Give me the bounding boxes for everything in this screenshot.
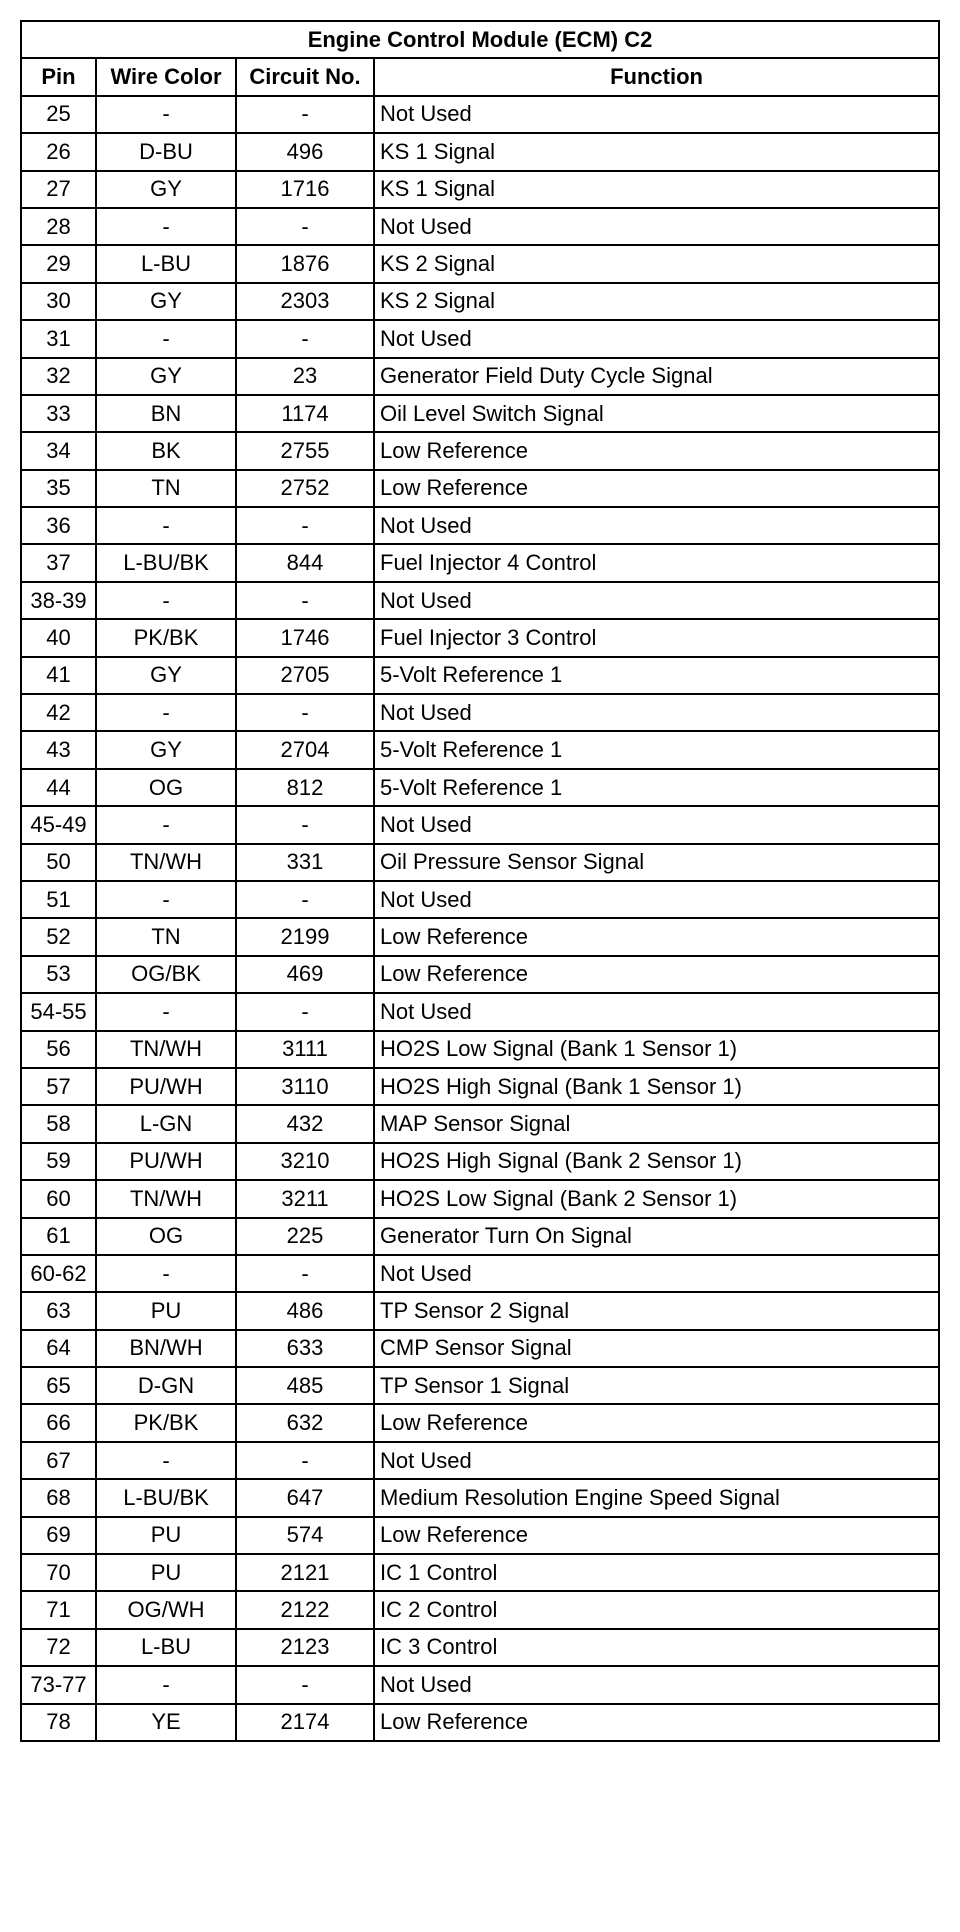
table-row (21, 1404, 939, 1441)
table-row (21, 320, 939, 357)
pin-cell: 28 (21, 208, 96, 245)
table-row (21, 208, 939, 245)
circuit-no-cell: - (236, 881, 374, 918)
circuit-no-cell: 3110 (236, 1068, 374, 1105)
wire-color-cell: BN (96, 395, 236, 432)
header-pin: Pin (21, 58, 96, 95)
pin-cell: 68 (21, 1479, 96, 1516)
circuit-no-cell: 2704 (236, 731, 374, 768)
circuit-no-cell: 2174 (236, 1704, 374, 1741)
wire-color-cell: L-GN (96, 1105, 236, 1142)
function-cell: 5-Volt Reference 1 (374, 769, 939, 806)
pin-cell: 54-55 (21, 993, 96, 1030)
wire-color-cell: GY (96, 283, 236, 320)
circuit-no-cell: 2752 (236, 470, 374, 507)
table-row (21, 1031, 939, 1068)
circuit-no-cell: - (236, 993, 374, 1030)
pin-cell: 25 (21, 96, 96, 133)
circuit-no-cell: - (236, 1255, 374, 1292)
circuit-no-cell: - (236, 507, 374, 544)
table-row (21, 1554, 939, 1591)
function-cell: Not Used (374, 694, 939, 731)
ecm-connector-table-container (20, 20, 938, 1742)
wire-color-cell: PU/WH (96, 1143, 236, 1180)
pin-cell: 61 (21, 1218, 96, 1255)
pin-cell: 50 (21, 844, 96, 881)
circuit-no-cell: 1746 (236, 619, 374, 656)
function-cell: HO2S High Signal (Bank 1 Sensor 1) (374, 1068, 939, 1105)
pin-cell: 45-49 (21, 806, 96, 843)
circuit-no-cell: 469 (236, 956, 374, 993)
function-cell: Not Used (374, 507, 939, 544)
pin-cell: 26 (21, 133, 96, 170)
function-cell: Low Reference (374, 956, 939, 993)
pin-cell: 63 (21, 1292, 96, 1329)
wire-color-cell: TN/WH (96, 1031, 236, 1068)
wire-color-cell: - (96, 320, 236, 357)
table-title-row (21, 21, 939, 58)
function-cell: 5-Volt Reference 1 (374, 731, 939, 768)
wire-color-cell: - (96, 694, 236, 731)
wire-color-cell: BK (96, 432, 236, 469)
table-row (21, 544, 939, 581)
wire-color-cell: - (96, 1666, 236, 1703)
circuit-no-cell: 2123 (236, 1629, 374, 1666)
pin-cell: 29 (21, 245, 96, 282)
pin-cell: 41 (21, 657, 96, 694)
function-cell: Not Used (374, 993, 939, 1030)
circuit-no-cell: 3111 (236, 1031, 374, 1068)
wire-color-cell: - (96, 806, 236, 843)
table-row (21, 1704, 939, 1741)
table-body (21, 96, 939, 1741)
function-cell: Not Used (374, 582, 939, 619)
pin-cell: 73-77 (21, 1666, 96, 1703)
pin-cell: 38-39 (21, 582, 96, 619)
wire-color-cell: BN/WH (96, 1330, 236, 1367)
wire-color-cell: OG/WH (96, 1591, 236, 1628)
table-row (21, 358, 939, 395)
pin-cell: 53 (21, 956, 96, 993)
table-row (21, 1105, 939, 1142)
pin-cell: 30 (21, 283, 96, 320)
circuit-no-cell: 2705 (236, 657, 374, 694)
circuit-no-cell: 485 (236, 1367, 374, 1404)
ecm-connector-table (20, 20, 940, 1742)
function-cell: Oil Level Switch Signal (374, 395, 939, 432)
table-title: Engine Control Module (ECM) C2 (21, 21, 939, 58)
table-row (21, 1180, 939, 1217)
table-row (21, 171, 939, 208)
table-row (21, 395, 939, 432)
table-row (21, 657, 939, 694)
wire-color-cell: L-BU/BK (96, 544, 236, 581)
pin-cell: 36 (21, 507, 96, 544)
function-cell: HO2S Low Signal (Bank 1 Sensor 1) (374, 1031, 939, 1068)
wire-color-cell: PU (96, 1517, 236, 1554)
function-cell: Low Reference (374, 918, 939, 955)
wire-color-cell: - (96, 993, 236, 1030)
table-row (21, 507, 939, 544)
table-header-row (21, 58, 939, 95)
table-head (21, 21, 939, 96)
wire-color-cell: PK/BK (96, 619, 236, 656)
table-row (21, 694, 939, 731)
function-cell: Not Used (374, 208, 939, 245)
wire-color-cell: D-BU (96, 133, 236, 170)
wire-color-cell: D-GN (96, 1367, 236, 1404)
table-row (21, 1591, 939, 1628)
wire-color-cell: GY (96, 657, 236, 694)
function-cell: Low Reference (374, 1704, 939, 1741)
table-row (21, 1367, 939, 1404)
circuit-no-cell: - (236, 96, 374, 133)
pin-cell: 27 (21, 171, 96, 208)
circuit-no-cell: 2303 (236, 283, 374, 320)
pin-cell: 66 (21, 1404, 96, 1441)
pin-cell: 35 (21, 470, 96, 507)
function-cell: TP Sensor 1 Signal (374, 1367, 939, 1404)
table-row (21, 1442, 939, 1479)
pin-cell: 78 (21, 1704, 96, 1741)
function-cell: Generator Turn On Signal (374, 1218, 939, 1255)
function-cell: KS 1 Signal (374, 171, 939, 208)
function-cell: 5-Volt Reference 1 (374, 657, 939, 694)
table-row (21, 470, 939, 507)
wire-color-cell: L-BU (96, 245, 236, 282)
wire-color-cell: - (96, 1255, 236, 1292)
circuit-no-cell: 3211 (236, 1180, 374, 1217)
table-row (21, 806, 939, 843)
function-cell: Oil Pressure Sensor Signal (374, 844, 939, 881)
wire-color-cell: OG (96, 1218, 236, 1255)
pin-cell: 42 (21, 694, 96, 731)
table-row (21, 844, 939, 881)
circuit-no-cell: - (236, 1666, 374, 1703)
wire-color-cell: TN (96, 918, 236, 955)
table-row (21, 283, 939, 320)
table-row (21, 1666, 939, 1703)
function-cell: IC 2 Control (374, 1591, 939, 1628)
table-row (21, 731, 939, 768)
circuit-no-cell: 3210 (236, 1143, 374, 1180)
circuit-no-cell: 2755 (236, 432, 374, 469)
pin-cell: 60 (21, 1180, 96, 1217)
wire-color-cell: - (96, 96, 236, 133)
circuit-no-cell: 496 (236, 133, 374, 170)
table-row (21, 1292, 939, 1329)
function-cell: IC 1 Control (374, 1554, 939, 1591)
function-cell: Not Used (374, 1442, 939, 1479)
function-cell: KS 2 Signal (374, 245, 939, 282)
function-cell: Not Used (374, 1255, 939, 1292)
wire-color-cell: L-BU (96, 1629, 236, 1666)
pin-cell: 67 (21, 1442, 96, 1479)
function-cell: KS 1 Signal (374, 133, 939, 170)
table-row (21, 96, 939, 133)
pin-cell: 51 (21, 881, 96, 918)
wire-color-cell: OG (96, 769, 236, 806)
circuit-no-cell: 647 (236, 1479, 374, 1516)
pin-cell: 64 (21, 1330, 96, 1367)
wire-color-cell: TN/WH (96, 844, 236, 881)
pin-cell: 52 (21, 918, 96, 955)
function-cell: KS 2 Signal (374, 283, 939, 320)
wire-color-cell: PK/BK (96, 1404, 236, 1441)
circuit-no-cell: 432 (236, 1105, 374, 1142)
table-row (21, 432, 939, 469)
circuit-no-cell: 812 (236, 769, 374, 806)
table-row (21, 993, 939, 1030)
table-row (21, 769, 939, 806)
pin-cell: 60-62 (21, 1255, 96, 1292)
table-row (21, 619, 939, 656)
wire-color-cell: PU (96, 1554, 236, 1591)
circuit-no-cell: 1876 (236, 245, 374, 282)
function-cell: IC 3 Control (374, 1629, 939, 1666)
table-row (21, 1218, 939, 1255)
wire-color-cell: GY (96, 358, 236, 395)
wire-color-cell: GY (96, 171, 236, 208)
pin-cell: 69 (21, 1517, 96, 1554)
table-row (21, 881, 939, 918)
pin-cell: 44 (21, 769, 96, 806)
pin-cell: 32 (21, 358, 96, 395)
function-cell: Low Reference (374, 470, 939, 507)
pin-cell: 57 (21, 1068, 96, 1105)
function-cell: HO2S High Signal (Bank 2 Sensor 1) (374, 1143, 939, 1180)
header-wire-color: Wire Color (96, 58, 236, 95)
wire-color-cell: - (96, 507, 236, 544)
table-row (21, 1255, 939, 1292)
pin-cell: 34 (21, 432, 96, 469)
pin-cell: 37 (21, 544, 96, 581)
circuit-no-cell: 2121 (236, 1554, 374, 1591)
circuit-no-cell: - (236, 320, 374, 357)
circuit-no-cell: - (236, 208, 374, 245)
table-row (21, 918, 939, 955)
pin-cell: 58 (21, 1105, 96, 1142)
circuit-no-cell: 225 (236, 1218, 374, 1255)
pin-cell: 70 (21, 1554, 96, 1591)
function-cell: Not Used (374, 881, 939, 918)
function-cell: MAP Sensor Signal (374, 1105, 939, 1142)
table-row (21, 133, 939, 170)
table-row (21, 582, 939, 619)
circuit-no-cell: 633 (236, 1330, 374, 1367)
circuit-no-cell: 23 (236, 358, 374, 395)
wire-color-cell: - (96, 881, 236, 918)
wire-color-cell: L-BU/BK (96, 1479, 236, 1516)
function-cell: Fuel Injector 4 Control (374, 544, 939, 581)
circuit-no-cell: 331 (236, 844, 374, 881)
function-cell: Low Reference (374, 432, 939, 469)
wire-color-cell: - (96, 208, 236, 245)
circuit-no-cell: - (236, 806, 374, 843)
table-row (21, 1330, 939, 1367)
function-cell: Generator Field Duty Cycle Signal (374, 358, 939, 395)
wire-color-cell: - (96, 1442, 236, 1479)
circuit-no-cell: 2122 (236, 1591, 374, 1628)
circuit-no-cell: 632 (236, 1404, 374, 1441)
circuit-no-cell: 844 (236, 544, 374, 581)
circuit-no-cell: 1716 (236, 171, 374, 208)
circuit-no-cell: - (236, 1442, 374, 1479)
function-cell: CMP Sensor Signal (374, 1330, 939, 1367)
wire-color-cell: GY (96, 731, 236, 768)
circuit-no-cell: - (236, 694, 374, 731)
function-cell: Not Used (374, 806, 939, 843)
function-cell: Fuel Injector 3 Control (374, 619, 939, 656)
pin-cell: 31 (21, 320, 96, 357)
wire-color-cell: OG/BK (96, 956, 236, 993)
pin-cell: 59 (21, 1143, 96, 1180)
wire-color-cell: - (96, 582, 236, 619)
header-function: Function (374, 58, 939, 95)
function-cell: Not Used (374, 1666, 939, 1703)
circuit-no-cell: 574 (236, 1517, 374, 1554)
table-row (21, 956, 939, 993)
pin-cell: 33 (21, 395, 96, 432)
wire-color-cell: TN/WH (96, 1180, 236, 1217)
function-cell: Not Used (374, 96, 939, 133)
table-row (21, 1479, 939, 1516)
pin-cell: 72 (21, 1629, 96, 1666)
header-circuit-no: Circuit No. (236, 58, 374, 95)
wire-color-cell: PU/WH (96, 1068, 236, 1105)
circuit-no-cell: 2199 (236, 918, 374, 955)
pin-cell: 71 (21, 1591, 96, 1628)
function-cell: Low Reference (374, 1404, 939, 1441)
circuit-no-cell: - (236, 582, 374, 619)
wire-color-cell: YE (96, 1704, 236, 1741)
circuit-no-cell: 1174 (236, 395, 374, 432)
function-cell: TP Sensor 2 Signal (374, 1292, 939, 1329)
table-row (21, 245, 939, 282)
wire-color-cell: PU (96, 1292, 236, 1329)
table-row (21, 1629, 939, 1666)
pin-cell: 40 (21, 619, 96, 656)
function-cell: HO2S Low Signal (Bank 2 Sensor 1) (374, 1180, 939, 1217)
function-cell: Not Used (374, 320, 939, 357)
function-cell: Low Reference (374, 1517, 939, 1554)
table-row (21, 1517, 939, 1554)
circuit-no-cell: 486 (236, 1292, 374, 1329)
wire-color-cell: TN (96, 470, 236, 507)
pin-cell: 56 (21, 1031, 96, 1068)
function-cell: Medium Resolution Engine Speed Signal (374, 1479, 939, 1516)
table-row (21, 1143, 939, 1180)
pin-cell: 65 (21, 1367, 96, 1404)
pin-cell: 43 (21, 731, 96, 768)
table-row (21, 1068, 939, 1105)
